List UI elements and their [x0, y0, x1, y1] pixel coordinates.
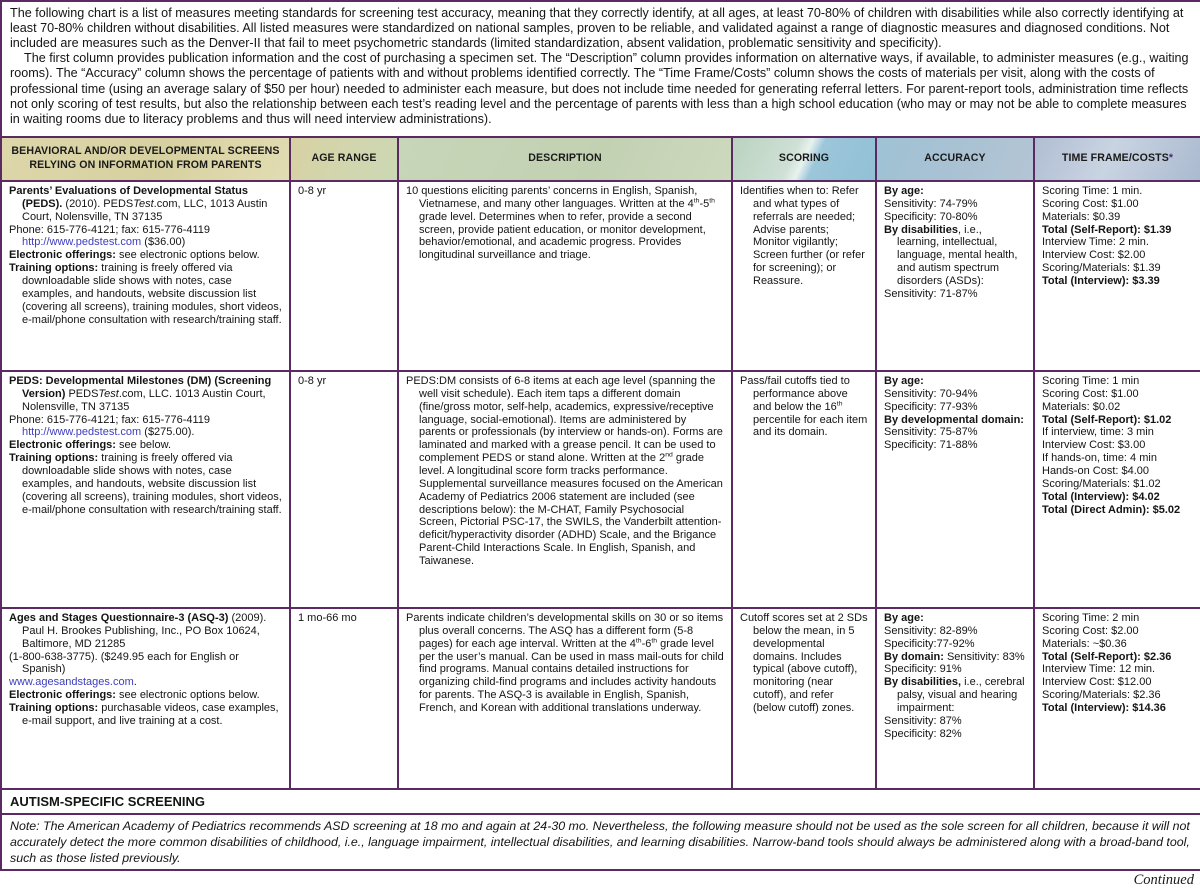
scoring-cell: [732, 181, 876, 371]
intro-row: [1, 1, 1200, 137]
col-header-accuracy: ACCURACY: [876, 137, 1034, 181]
table-header-row: [1, 137, 1200, 181]
text-line: Scoring Time: 1 min: [1042, 375, 1140, 387]
text-line: Total (Direct Admin): $5.02: [1042, 503, 1181, 516]
age-range-cell: 0-8 yr: [290, 181, 398, 371]
time-costs-cell: [1034, 371, 1200, 608]
text-line: Interview Cost: $12.00: [1042, 676, 1152, 689]
text-line: Electronic offerings: see electronic options below.: [9, 249, 260, 262]
text-line: Specificity: 82%: [884, 727, 962, 740]
text-line: Total (Self-Report): $1.39: [1042, 223, 1172, 236]
time-costs-cell: [1034, 181, 1200, 371]
text-line: Scoring Cost: $1.00: [1042, 197, 1139, 210]
description-cell: [398, 608, 732, 789]
text-line: Total (Self-Report): $2.36: [1042, 650, 1172, 663]
text-line: Scoring Cost: $2.00: [1042, 624, 1139, 637]
note-row: [1, 814, 1200, 870]
scoring-cell: [732, 371, 876, 608]
description-cell: [398, 371, 732, 608]
text-line: By age:: [884, 185, 924, 197]
publication-cell: [1, 371, 290, 608]
text-line: Specificity: 77-93%: [884, 400, 978, 413]
link[interactable]: http://www.pedstest.com: [22, 236, 142, 249]
col-header-scoring: SCORING: [732, 137, 876, 181]
text-line: Pass/fail cutoffs tied to performance above and below the 16th percentile for each item and its domain.: [740, 375, 868, 439]
section-header-autism-specific-screening: AUTISM-SPECIFIC SCREENING: [1, 789, 1200, 814]
text-line: PEDS: Developmental Milestones (DM) (Screening Version) PEDSTest.com, LLC. 1013 Austin Court, Nolensville, TN 37135: [9, 375, 272, 413]
text-line: Specificity:77-92%: [884, 637, 975, 650]
scoring-cell: [732, 608, 876, 789]
text-line: Scoring/Materials: $2.36: [1042, 689, 1161, 702]
text-line: Total (Interview): $3.39: [1042, 275, 1160, 288]
text-line: If interview, time: 3 min: [1042, 426, 1154, 439]
text-line: Hands-on Cost: $4.00: [1042, 465, 1150, 478]
note-text: Note: The American Academy of Pediatrics recommends ASD screening at 18 mo and again at 24-30 mo. Nevertheless, the following measure should not be used as the sole screen for all children, because it will not accurately detect the more common disabilities of childhood, i.e., language impairment, intellectual disabilities, and learning disabilities. Narrow-band tools should always be administered along with a broad-band tool, such as those listed previously.: [1, 814, 1200, 870]
text-line: Materials: $0.02: [1042, 400, 1121, 413]
text-line: Training options: purchasable videos, case examples, e-mail support, and live training at a cost.: [9, 702, 279, 727]
text-line: Scoring Time: 2 min: [1042, 612, 1140, 624]
text-line: Interview Time: 12 min.: [1042, 663, 1156, 676]
age-range-cell: 1 mo-66 mo: [290, 608, 398, 789]
text-line: By disabilities, i.e., learning, intellectual, language, mental health, and autism spectrum disorders (ASDs):: [884, 223, 1018, 288]
text-line: (1-800-638-3775). ($249.95 each for English or Spanish): [9, 650, 239, 676]
text-line: Parents’ Evaluations of Developmental Status (PEDS). (2010). PEDSTest.com, LLC, 1013 Austin Court, Nolensville, TN 37135: [9, 185, 268, 223]
text-line: Interview Time: 2 min.: [1042, 236, 1149, 249]
table-row-asq-3: [1, 608, 1200, 789]
col-header-screens: BEHAVIORAL AND/OR DEVELOPMENTAL SCREENS RELYING ON INFORMATION FROM PARENTS: [1, 137, 290, 181]
text-line: Sensitivity: 87%: [884, 714, 962, 727]
text-line: By domain: Sensitivity: 83%: [884, 650, 1025, 663]
text-line: Sensitivity: 82-89%: [884, 624, 978, 637]
text-line: Materials: ~$0.36: [1042, 637, 1127, 650]
text-line: By developmental domain:: [884, 413, 1024, 426]
text-line: Materials: $0.39: [1042, 210, 1121, 223]
text-line: Sensitivity: 75-87%: [884, 426, 978, 439]
col-header-description: DESCRIPTION: [398, 137, 732, 181]
col-header-age-range: AGE RANGE: [290, 137, 398, 181]
text-line: Sensitivity: 70-94%: [884, 387, 978, 400]
table-row-peds-dm: [1, 371, 1200, 608]
section-header-row: [1, 789, 1200, 814]
col-header-time-frame-costs: [1034, 137, 1200, 181]
link[interactable]: http://www.pedstest.com: [22, 426, 142, 439]
text-line: Electronic offerings: see below.: [9, 439, 172, 452]
col-header-time-frame-costs-label: TIME FRAME/COSTS: [1061, 152, 1169, 165]
intro-text: [1, 1, 1200, 137]
text-line: Scoring/Materials: $1.02: [1042, 477, 1161, 490]
text-line: Training options: training is freely offered via downloadable slide shows with notes, case examples, and handouts, website discussion list (covering all screens), training modules, short videos, e-mail/phone consultation with research/training staff.: [9, 452, 282, 516]
text-line: By age:: [884, 375, 924, 387]
text-line: 10 questions eliciting parents’ concerns in English, Spanish, Vietnamese, and many other languages. Written at the 4th-5th grade level. Determines when to refer, provide a second screen, provide patient education, or monitor development, behavior/emotional, and academic progress. Provides longitudinal surveillance and triage.: [406, 185, 715, 262]
text-line: Electronic offerings: see electronic options below.: [9, 689, 260, 702]
intro-paragraph-1: The following chart is a list of measures meeting standards for screening test accuracy, meaning that they correctly identify, at all ages, at least 70-80% of children with disabilities while also correctly identifying at least 70-80% children without disabilities. All listed measures were standardized on national samples, proven to be reliable, and validated against a range of diagnostic measures and diagnosed conditions. Not included are measures such as the Denver-II that fail to meet psychometric standards (limited standardization, absent validation, problematic sensitivity and specificity).: [10, 6, 1184, 51]
intro-paragraph-2: The first column provides publication information and the cost of purchasing a specimen set. The “Description” column provides information on alternative ways, if available, to administer measures (e.g., waiting rooms). The “Accuracy” column shows the percentage of patients with and without problems identified correctly. The “Time Frame/Costs” column shows the costs of materials per visit, along with the costs of professional time (using an average salary of $50 per hour) needed to administer each measure, but does not include time needed for generating referral letters. For parent-report tools, administration time reflects not only scoring of test results, but also the relationship between each test’s reading level and the percentage of parents with less than a high school education (who may or may not be able to complete measures in waiting rooms due to literacy problems and thus will need interview administrations).: [10, 51, 1189, 126]
text-line: Specificity: 70-80%: [884, 210, 978, 223]
text-line: Total (Interview): $14.36: [1042, 702, 1166, 715]
text-line: Scoring/Materials: $1.39: [1042, 262, 1161, 275]
text-line: Phone: 615-776-4121; fax: 615-776-4119 http://www.pedstest.com ($275.00).: [9, 413, 211, 439]
text-line: Parents indicate children’s developmental skills on 30 or so items plus overall concerns. The ASQ has a different form (5-8 pages) for each age interval. Written at the 4th-6th grade level per the user’s manual. Can be used in mass mail-outs for child find programs. Manual contains detailed instructions for organizing child-find programs and includes activity handouts for parents. The ASQ-3 is available in English, Spanish, French, and Korean with additional translations underway.: [406, 612, 724, 715]
age-range-cell: 0-8 yr: [290, 371, 398, 608]
link[interactable]: www.agesandstages.com: [9, 676, 134, 689]
text-line: Specificity: 71-88%: [884, 439, 978, 452]
footnote-asterisk: *: [1168, 152, 1174, 165]
accuracy-cell: [876, 181, 1034, 371]
text-line: Interview Cost: $3.00: [1042, 439, 1146, 452]
text-line: Total (Interview): $4.02: [1042, 490, 1160, 503]
accuracy-cell: [876, 371, 1034, 608]
text-line: Sensitivity: 74-79%: [884, 197, 978, 210]
text-line: Specificity: 91%: [884, 663, 962, 676]
text-line: Sensitivity: 71-87%: [884, 287, 978, 300]
text-line: Training options: training is freely offered via downloadable slide shows with notes, case examples, and handouts, website discussion list (covering all screens), training modules, short videos, e-mail/phone consultation with research/training staff.: [9, 262, 282, 326]
text-line: Cutoff scores set at 2 SDs below the mean, in 5 developmental domains. Includes typical (above cutoff), monitoring (near cutoff), and refer (below cutoff) zones.: [740, 612, 868, 715]
text-line: Scoring Time: 1 min.: [1042, 185, 1143, 197]
text-line: By age:: [884, 612, 924, 624]
description-cell: [398, 181, 732, 371]
publication-cell: [1, 608, 290, 789]
continued-label: Continued: [1133, 872, 1194, 889]
text-line: Ages and Stages Questionnaire-3 (ASQ-3) (2009). Paul H. Brookes Publishing, Inc., PO Box 10624, Baltimore, MD 21285: [9, 612, 267, 650]
text-line: Total (Self-Report): $1.02: [1042, 413, 1172, 426]
text-line: By disabilities, i.e., cerebral palsy, visual and hearing impairment:: [884, 676, 1025, 715]
text-line: Interview Cost: $2.00: [1042, 249, 1146, 262]
accuracy-cell: [876, 608, 1034, 789]
text-line: If hands-on, time: 4 min: [1042, 452, 1157, 465]
time-costs-cell: [1034, 608, 1200, 789]
text-line: Scoring Cost: $1.00: [1042, 387, 1139, 400]
publication-cell: [1, 181, 290, 371]
text-line: Phone: 615-776-4121; fax: 615-776-4119 http://www.pedstest.com ($36.00): [9, 223, 211, 249]
table-row-peds: [1, 181, 1200, 371]
text-line: PEDS:DM consists of 6-8 items at each age level (spanning the well visit schedule). Each item taps a different domain (fine/gross motor, self-help, academics, expressive/receptive language, social-emotional). Items are administered by parents or professionals (by interview or hands-on). Forms are laminated and marked with a grease pencil. It can be used to complement PEDS or stand alone. Written at the 2nd grade level. A longitudinal score form tracks performance. Supplemental surveillance measures focused on the American Academy of Pediatrics 2006 statement are included (see descriptions below): the M-CHAT, Family Psychosocial Screen, Pictorial PSC-17, the SWILS, the Vanderbilt attention-deficit/hyperactivity disorder (ADHD) Scale, and the Brigance Parent-Child Interactions Scale. In English, Spanish, and Taiwanese.: [406, 375, 723, 568]
text-line: Identifies when to: Refer and what types of referrals are needed; Advise parents; Monitor vigilantly; Screen further (or refer for screening); or Reassure.: [740, 185, 865, 288]
text-line: www.agesandstages.com.: [9, 676, 137, 689]
